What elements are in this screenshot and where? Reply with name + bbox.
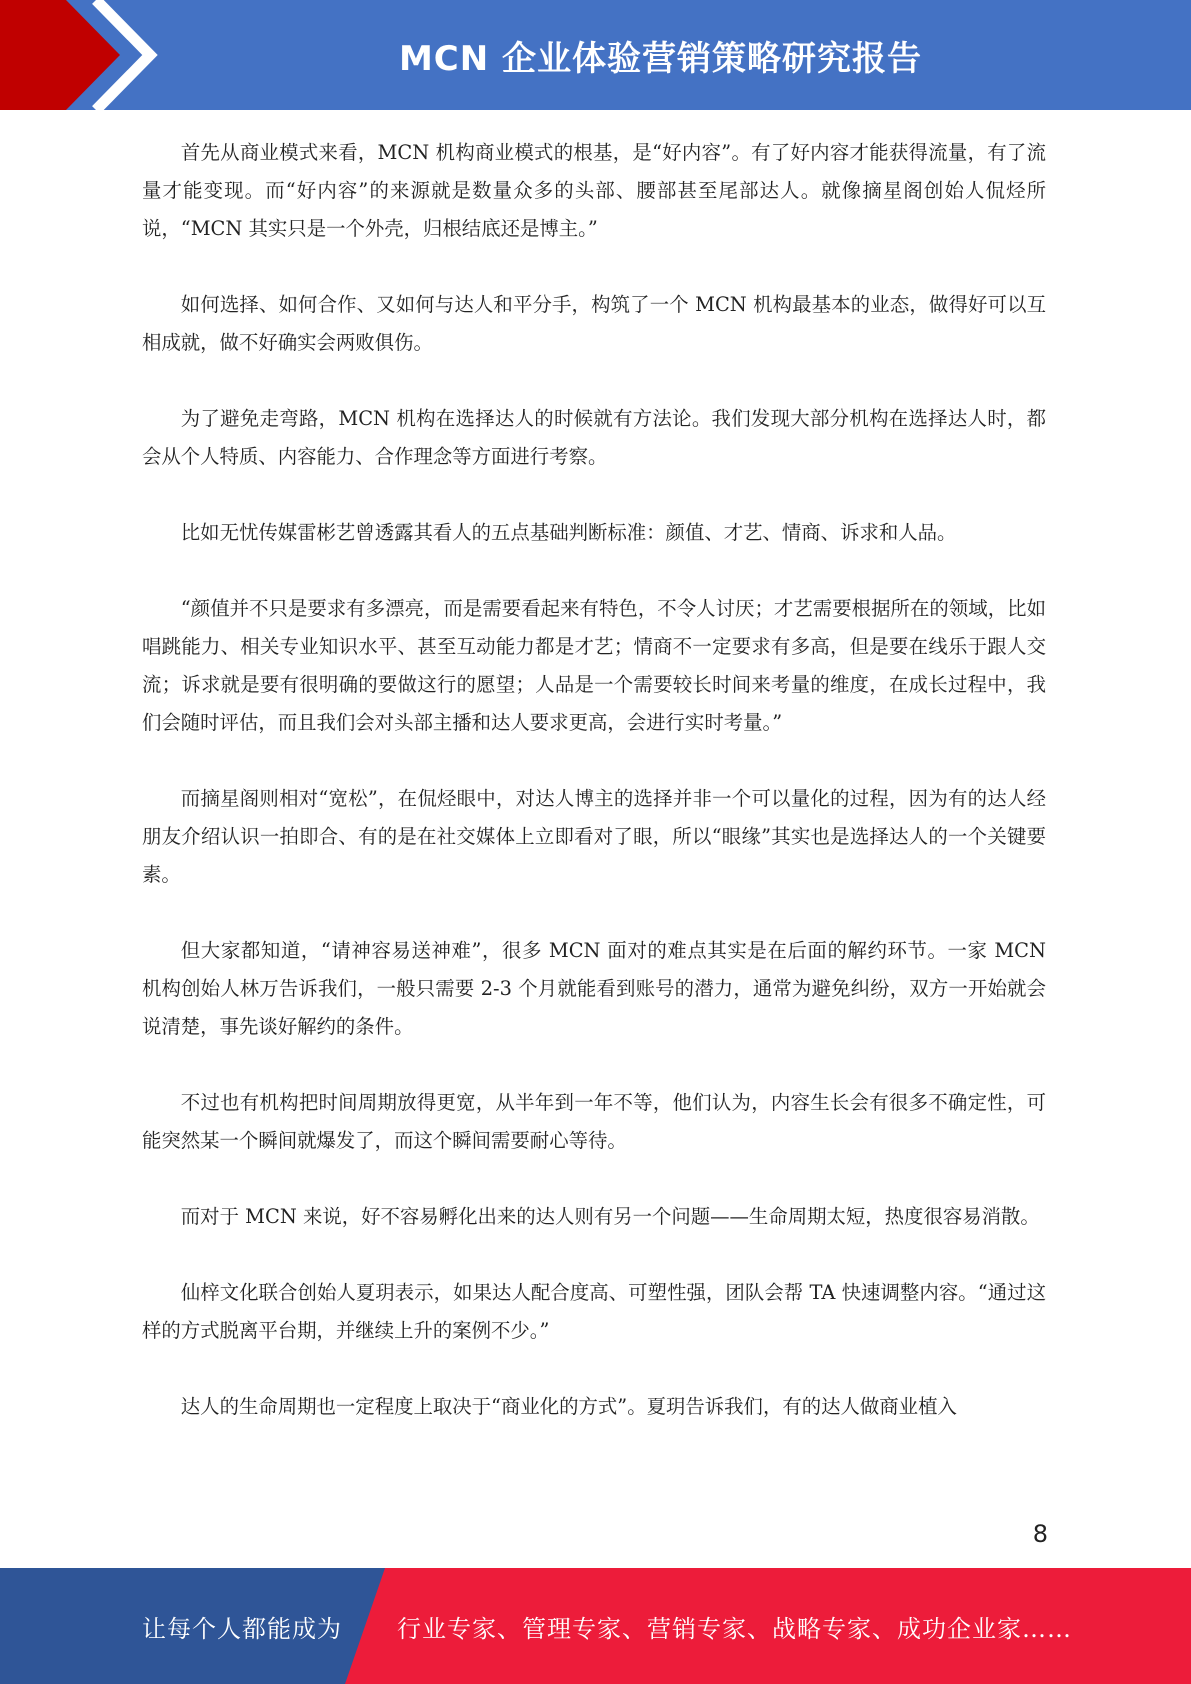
paragraph: 但大家都知道，“请神容易送神难”，很多 MCN 面对的难点其实是在后面的解约环节。一家 MCN 机构创始人林万告诉我们，一般只需要 2-3 个月就能看到账号的潜力，通常为避免纠纷，双方一开始就会说清楚，事先谈好解约的条件。 (142, 939, 1046, 1038)
page-number: 8 (1032, 1520, 1048, 1548)
footer-slogan-left: 让每个人都能成为 (142, 1614, 342, 1643)
paragraph: 不过也有机构把时间周期放得更宽，从半年到一年不等，他们认为，内容生长会有很多不确定性，可能突然某一个瞬间就爆发了，而这个瞬间需要耐心等待。 (142, 1091, 1046, 1152)
paragraph: 达人的生命周期也一定程度上取决于“商业化的方式”。夏玥告诉我们，有的达人做商业植入 (180, 1395, 957, 1418)
paragraph: “颜值并不只是要求有多漂亮，而是需要看起来有特色，不令人讨厌；才艺需要根据所在的领域，比如唱跳能力、相关专业知识水平、甚至互动能力都是才艺；情商不一定要求有多高，但是要在线乐于跟人交流；诉求就是要有很明确的要做这行的愿望；人品是一个需要较长时间来考量的维度，在成长过程中，我们会随时评估，而且我们会对头部主播和达人要求更高，会进行实时考量。” (142, 597, 1046, 734)
footer-banner (0, 1568, 1191, 1684)
paragraph: 比如无忧传媒雷彬艺曾透露其看人的五点基础判断标准：颜值、才艺、情商、诉求和人品。 (180, 521, 957, 544)
paragraph: 如何选择、如何合作、又如何与达人和平分手，构筑了一个 MCN 机构最基本的业态，做得好可以互相成就，做不好确实会两败俱伤。 (142, 293, 1046, 354)
paragraph: 首先从商业模式来看，MCN 机构商业模式的根基，是“好内容”。有了好内容才能获得流量，有了流量才能变现。而“好内容”的来源就是数量众多的头部、腰部甚至尾部达人。就像摘星阁创始人侃烃所说，“MCN 其实只是一个外壳，归根结底还是博主。” (142, 141, 1046, 240)
paragraph: 而摘星阁则相对“宽松”，在侃烃眼中，对达人博主的选择并非一个可以量化的过程，因为有的达人经朋友介绍认识一拍即合、有的是在社交媒体上立即看对了眼，所以“眼缘”其实也是选择达人的一个关键要素。 (142, 787, 1046, 886)
header-banner (0, 0, 1191, 110)
paragraph: 为了避免走弯路，MCN 机构在选择达人的时候就有方法论。我们发现大部分机构在选择达人时，都会从个人特质、内容能力、合作理念等方面进行考察。 (142, 407, 1046, 468)
paragraph: 仙梓文化联合创始人夏玥表示，如果达人配合度高、可塑性强，团队会帮 TA 快速调整内容。“通过这样的方式脱离平台期，并继续上升的案例不少。” (142, 1281, 1046, 1342)
paragraph: 而对于 MCN 来说，好不容易孵化出来的达人则有另一个问题——生命周期太短，热度很容易消散。 (180, 1205, 1040, 1228)
footer-slogan-right: 行业专家、管理专家、营销专家、战略专家、成功企业家…… (397, 1614, 1072, 1643)
body-content (142, 134, 1046, 1464)
document-title: MCN 企业体验营销策略研究报告 (398, 38, 923, 79)
